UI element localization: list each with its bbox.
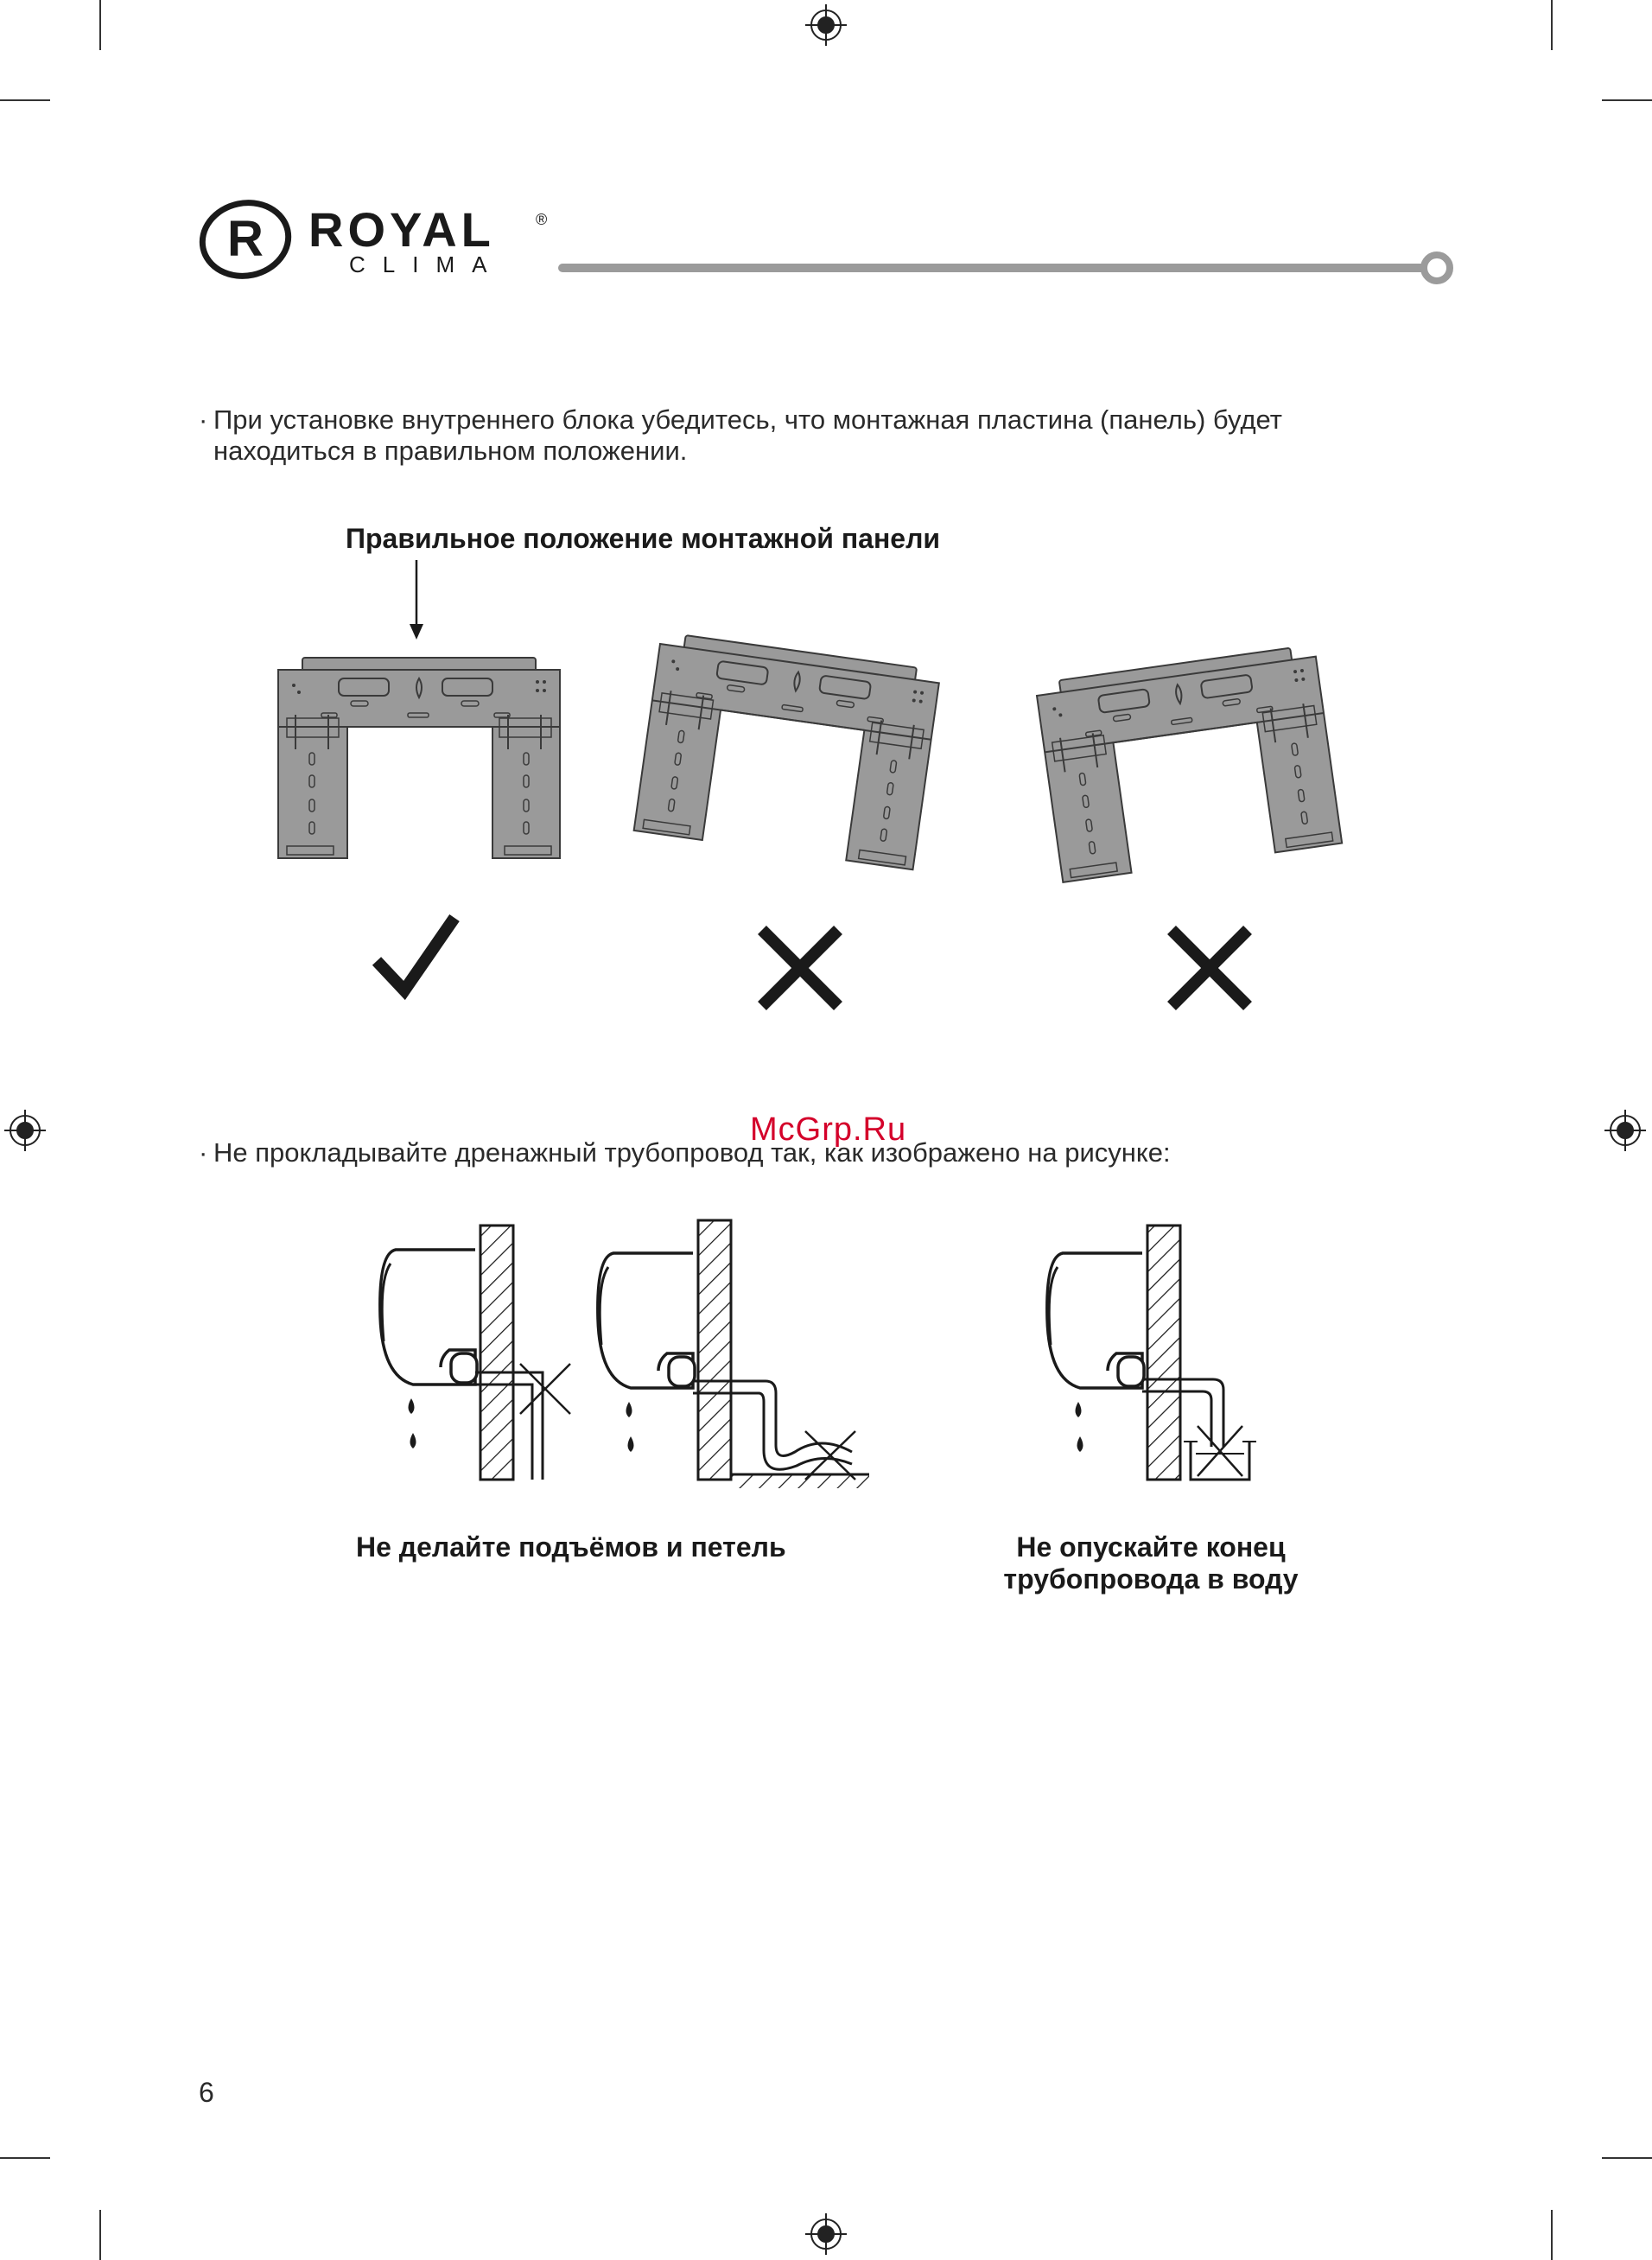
caption-no-water-line-2: трубопровода в воду	[1003, 1563, 1299, 1595]
correct-position-caption: Правильное положение монтажной панели	[346, 523, 941, 554]
brand-subtitle: CLIMA	[349, 251, 505, 277]
watermark: McGrp.Ru	[750, 1111, 907, 1148]
bullet: ·	[199, 404, 208, 435]
brand-name: ROYAL	[308, 202, 495, 257]
bullet: ·	[199, 1137, 208, 1168]
logo-letter: R	[227, 211, 264, 267]
drain-figure-loop	[598, 1220, 869, 1488]
caption-no-rises-loops: Не делайте подъёмов и петель	[356, 1531, 786, 1563]
drainage-text: Не прокладывайте дренажный трубопровод так, как изображено на рисунке:	[213, 1137, 1171, 1168]
mounting-text-line-2: находиться в правильном положении.	[213, 436, 688, 466]
brand-registered-mark: ®	[536, 211, 548, 228]
mounting-text-line-1: При установке внутреннего блока убедитесь, что монтажная пластина (панель) будет	[213, 404, 1282, 435]
drain-figure-water	[1047, 1225, 1256, 1480]
drain-figure-rise	[380, 1225, 570, 1480]
page-number: 6	[199, 2077, 214, 2108]
caption-no-water-line-1: Не опускайте конец	[1016, 1531, 1286, 1563]
